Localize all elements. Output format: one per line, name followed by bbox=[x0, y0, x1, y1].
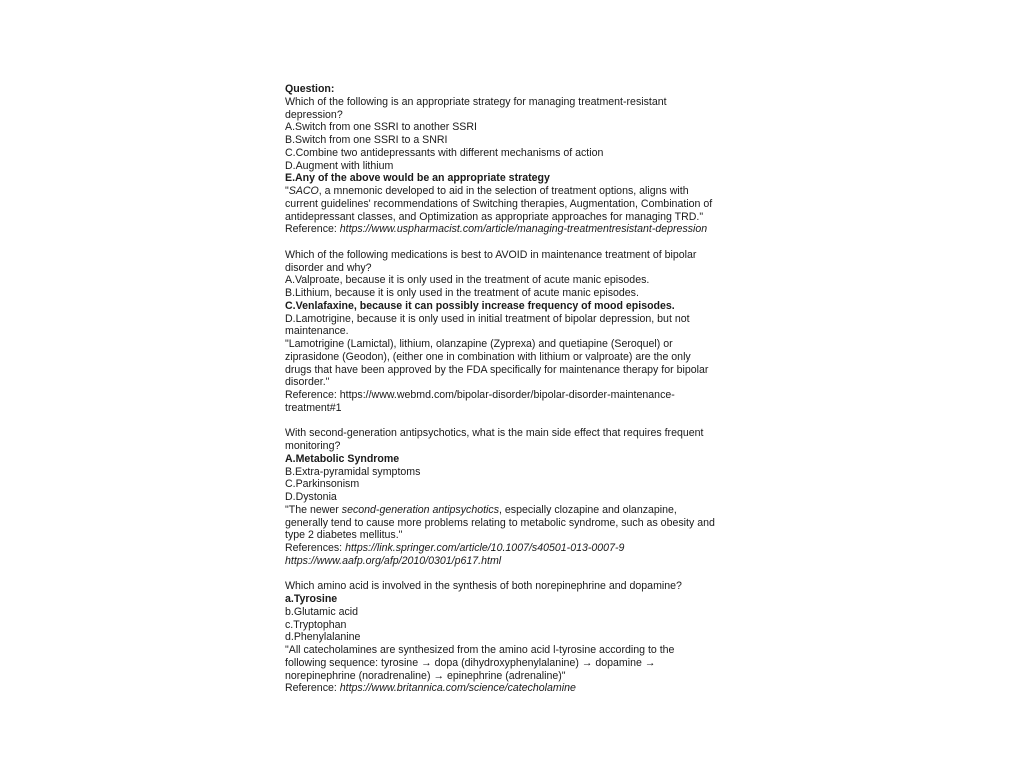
question-3-quote-line-1 bbox=[285, 504, 745, 517]
question-2-text-line-1: Which of the following medications is best to AVOID in maintenance treatment of bipolar bbox=[285, 248, 697, 261]
reference-link-aafp[interactable]: https://www.aafp.org/afp/2010/0301/p617.html bbox=[285, 554, 502, 567]
question-2-quote-line-3: drugs that have been approved by the FDA specifically for maintenance therapy for bipolar bbox=[285, 363, 709, 376]
question-1-option-a: A.Switch from one SSRI to another SSRI bbox=[285, 121, 477, 134]
question-block-4 bbox=[285, 580, 745, 695]
question-4-option-c: c.Tryptophan bbox=[285, 618, 347, 631]
question-1-quote-line-2: current guidelines' recommendations of Switching therapies, Augmentation, Combination of bbox=[285, 197, 713, 210]
question-3-reference-line-1 bbox=[285, 542, 745, 555]
question-2-reference-line-2[interactable]: treatment#1 bbox=[285, 401, 342, 414]
question-2-reference-line-1[interactable]: Reference: https://www.webmd.com/bipolar-disorder/bipolar-disorder-maintenance- bbox=[285, 389, 675, 401]
question-2-text-line-2: disorder and why? bbox=[285, 261, 372, 274]
question-2-quote-line-1: "Lamotrigine (Lamictal), lithium, olanzapine (Zyprexa) and quetiapine (Seroquel) or bbox=[285, 338, 673, 350]
quote-1-rest: , a mnemonic developed to aid in the selection of treatment options, aligns with bbox=[318, 185, 689, 197]
question-1-reference bbox=[285, 223, 745, 236]
question-block-1 bbox=[285, 83, 745, 236]
saco-term: SACO bbox=[288, 185, 319, 197]
references-label: References: bbox=[285, 542, 346, 554]
question-block-2 bbox=[285, 249, 745, 415]
question-2-answer: C.Venlafaxine, because it can possibly increase frequency of mood episodes. bbox=[285, 299, 675, 312]
question-3-quote-line-2: generally tend to cause more problems relating to metabolic syndrome, such as obesity and bbox=[285, 516, 715, 529]
question-3-text-line-1: With second-generation antipsychotics, what is the main side effect that requires frequent bbox=[285, 427, 704, 440]
question-1-text-line-1: Which of the following is an appropriate strategy for managing treatment-resistant bbox=[285, 95, 667, 108]
question-2-quote-line-4: disorder." bbox=[285, 376, 330, 389]
reference-link-springer[interactable]: https://link.springer.com/article/10.1007/s40501-013-0007-9 bbox=[345, 542, 625, 554]
question-3-quote-line-3: type 2 diabetes mellitus." bbox=[285, 529, 403, 542]
question-4-text: Which amino acid is involved in the synthesis of both norepinephrine and dopamine? bbox=[285, 580, 682, 593]
quote-3-start: "The newer bbox=[285, 503, 342, 516]
question-4-option-d: d.Phenylalanine bbox=[285, 631, 361, 644]
quote-open-mark: " bbox=[285, 185, 289, 197]
question-4-quote-line-1: "All catecholamines are synthesized from the amino acid l-tyrosine according to the bbox=[285, 644, 675, 656]
reference-label: Reference: bbox=[285, 682, 340, 695]
quote-3-rest: , especially clozapine and olanzapine, bbox=[499, 503, 677, 516]
reference-link[interactable]: https://www.uspharmacist.com/article/managing-treatmentresistant-depression bbox=[339, 223, 708, 236]
question-1-option-c: C.Combine two antidepressants with different mechanisms of action bbox=[285, 146, 604, 159]
question-3-option-b: B.Extra-pyramidal symptoms bbox=[285, 465, 421, 478]
question-4-reference bbox=[285, 682, 745, 695]
spacer bbox=[285, 568, 745, 581]
question-1-option-b: B.Switch from one SSRI to a SNRI bbox=[285, 134, 448, 146]
sga-term: second-generation antipsychotics bbox=[341, 503, 500, 516]
question-1-quote-line-1 bbox=[285, 185, 745, 198]
spacer bbox=[285, 236, 745, 249]
question-3-option-c: C.Parkinsonism bbox=[285, 478, 360, 491]
question-2-option-a: A.Valproate, because it is only used in the treatment of acute manic episodes. bbox=[285, 274, 650, 287]
question-1-option-d: D.Augment with lithium bbox=[285, 159, 394, 172]
document-body bbox=[285, 83, 745, 695]
spacer bbox=[285, 415, 745, 428]
question-1-quote-line-3: antidepressant classes, and Optimization as appropriate approaches for managing TRD." bbox=[285, 210, 704, 223]
question-1-text-line-2: depression? bbox=[285, 108, 343, 121]
question-4-quote-line-3: norepinephrine (noradrenaline) → epinephrine (adrenaline)" bbox=[285, 669, 566, 682]
question-2-option-d-line-1: D.Lamotrigine, because it is only used in initial treatment of bipolar depression, but not bbox=[285, 312, 690, 325]
reference-link-britannica[interactable]: https://www.britannica.com/science/catecholamine bbox=[339, 682, 576, 695]
question-2-quote-line-2: ziprasidone (Geodon), (either one in combination with lithium or valproate) are the only bbox=[285, 350, 691, 363]
question-2-option-b: B.Lithium, because it is only used in the treatment of acute manic episodes. bbox=[285, 287, 639, 299]
question-3-answer: A.Metabolic Syndrome bbox=[285, 452, 400, 465]
question-3-text-line-2: monitoring? bbox=[285, 440, 341, 452]
question-4-quote-line-2: following sequence: tyrosine → dopa (dihydroxyphenylalanine) → dopamine → bbox=[285, 656, 656, 669]
reference-label: Reference: bbox=[285, 223, 340, 236]
question-block-3 bbox=[285, 427, 745, 567]
question-heading: Question: bbox=[285, 83, 335, 95]
question-4-option-b: b.Glutamic acid bbox=[285, 605, 359, 618]
question-3-option-d: D.Dystonia bbox=[285, 491, 337, 503]
question-1-answer: E.Any of the above would be an appropriate strategy bbox=[285, 172, 550, 185]
question-4-answer: a.Tyrosine bbox=[285, 593, 338, 605]
question-2-option-d-line-2: maintenance. bbox=[285, 325, 349, 338]
